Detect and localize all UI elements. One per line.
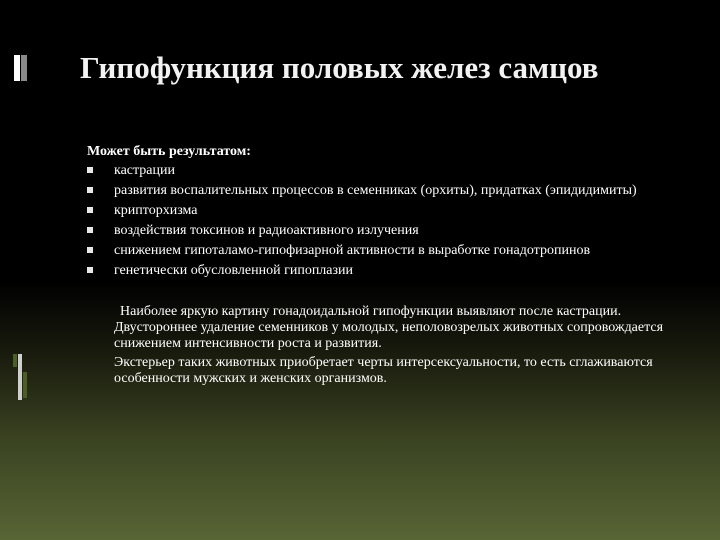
bullet-square-icon [87, 247, 93, 253]
bullet-square-icon [87, 207, 93, 213]
list-item: крипторхизма [87, 202, 687, 219]
list-item: воздействия токсинов и радиоактивного излучения [87, 222, 687, 239]
bullet-list [87, 162, 687, 279]
list-item: генетически обусловленной гипоплазии [87, 262, 687, 279]
bullet-square-icon [87, 267, 93, 273]
bullet-square-icon [87, 227, 93, 233]
decor-bar-top-white [14, 55, 20, 81]
list-item: снижением гипоталамо-гипофизарной активности в выработке гонадотропинов [87, 242, 687, 259]
intro-text: Может быть результатом: [87, 144, 251, 159]
decor-bar-left-green-2 [23, 372, 27, 398]
list-item: кастрации [87, 162, 687, 179]
decor-bar-left-green [13, 354, 17, 367]
slide-title: Гипофункция половых желез самцов [80, 50, 599, 85]
paragraph-exterior: Экстерьер таких животных приобретает черты интерсексуальности, то есть сглаживаются особенности мужских и женских организмов. [114, 355, 653, 386]
decor-bar-left-white [18, 354, 22, 400]
paragraph-castration: Наиболее яркую картину гонадоидальной гипофункции выявляют после кастрации. Двустороннее удаление семенников у молодых, неполовозрелых животных сопровождается снижением интенсивности роста и развития. [114, 304, 664, 351]
bullet-square-icon [87, 187, 93, 193]
bullet-square-icon [87, 167, 93, 173]
decor-bar-top-gray [21, 55, 27, 81]
list-item: развития воспалительных процессов в семенниках (орхиты), придатках (эпидидимиты) [87, 182, 687, 199]
slide-content [87, 144, 687, 387]
